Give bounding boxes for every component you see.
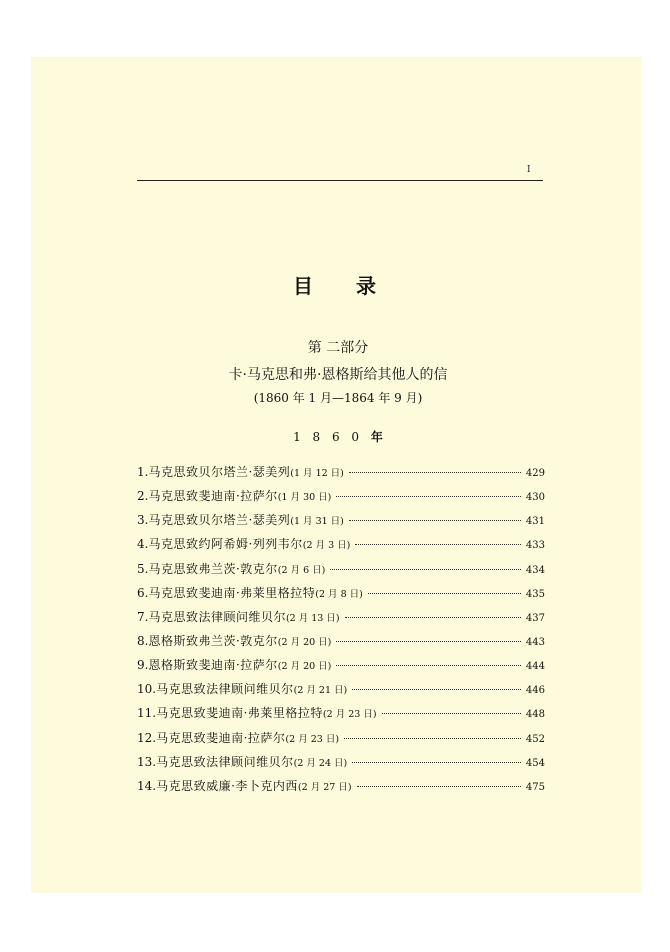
toc-entry-page: 431 xyxy=(525,516,545,528)
dot-leader xyxy=(344,738,521,739)
toc-entry-title: 马克思致法律顾问维贝尔 xyxy=(156,754,294,769)
toc-entry-page: 454 xyxy=(525,757,545,769)
dot-leader xyxy=(336,665,521,666)
toc-entry-date: (2 月 27 日) xyxy=(297,781,352,793)
section-subtitle: 卡·马克思和弗·恩格斯给其他人的信 xyxy=(228,367,448,383)
toc-entry-page: 434 xyxy=(525,564,545,576)
table-of-contents xyxy=(137,460,545,798)
dot-leader xyxy=(345,617,521,618)
toc-entry[interactable] xyxy=(137,701,545,725)
toc-entry-date: (2 月 23 日) xyxy=(285,733,340,745)
part-heading: 第 二部分 xyxy=(307,340,369,356)
toc-entry[interactable] xyxy=(137,460,545,484)
year-heading xyxy=(0,428,670,445)
toc-entry-page: 452 xyxy=(525,733,545,745)
toc-entry-title: 马克思致斐迪南·弗莱里格拉特 xyxy=(148,585,316,600)
toc-entry-date: (2 月 21 日) xyxy=(293,685,348,697)
toc-entry-number: 13. xyxy=(137,754,157,769)
toc-entry-title: 恩格斯致弗兰茨·敦克尔 xyxy=(148,633,278,648)
toc-entry-date: (2 月 3 日) xyxy=(302,540,351,552)
toc-entry-number: 2. xyxy=(137,489,149,504)
toc-entry-page: 435 xyxy=(525,588,545,600)
toc-entry-page: 443 xyxy=(525,636,545,648)
toc-entry-title: 马克思致贝尔塔兰·瑟美列 xyxy=(148,513,291,528)
dot-leader xyxy=(336,496,521,497)
dot-leader xyxy=(330,569,521,570)
toc-entry-title: 马克思致威廉·李卜克内西 xyxy=(156,778,298,793)
toc-entry-number: 4. xyxy=(137,537,149,552)
toc-entry-number: 5. xyxy=(137,561,149,576)
toc-entry-date: (2 月 13 日) xyxy=(285,612,340,624)
toc-entry[interactable] xyxy=(137,774,545,798)
toc-entry-number: 12. xyxy=(137,730,157,745)
toc-entry-number: 10. xyxy=(137,682,157,697)
toc-entry-date: (1 月 31 日) xyxy=(290,516,344,528)
toc-entry-title: 马克思致斐迪南·拉萨尔 xyxy=(148,489,278,504)
toc-entry[interactable] xyxy=(137,581,545,605)
toc-entry-page: 444 xyxy=(525,661,545,673)
toc-entry-title: 马克思致贝尔塔兰·瑟美列 xyxy=(148,465,291,479)
dot-leader xyxy=(349,472,521,473)
toc-entry-page: 437 xyxy=(525,612,545,624)
page-number: I xyxy=(527,165,531,175)
toc-entry-date: (2 月 20 日) xyxy=(277,636,332,648)
toc-entry-title: 马克思致斐迪南·拉萨尔 xyxy=(156,730,286,745)
dot-leader xyxy=(382,713,521,714)
dot-leader xyxy=(349,520,521,521)
page-title: 目 录 xyxy=(293,274,377,298)
toc-entry-date: (2 月 6 日) xyxy=(277,564,326,576)
toc-entry[interactable] xyxy=(137,750,545,774)
toc-entry-number: 3. xyxy=(137,513,149,528)
toc-entry[interactable] xyxy=(137,629,545,653)
toc-entry[interactable] xyxy=(137,653,545,677)
toc-entry-number: 9. xyxy=(137,658,149,673)
toc-entry-date: (1 月 30 日) xyxy=(277,492,332,504)
toc-entry-page: 446 xyxy=(525,685,545,697)
dot-leader xyxy=(355,544,521,545)
toc-entry-date: (2 月 23 日) xyxy=(322,709,377,721)
toc-entry[interactable] xyxy=(137,605,545,629)
dot-leader xyxy=(352,762,521,763)
toc-entry-title: 马克思致约阿希姆·列列韦尔 xyxy=(148,537,303,552)
toc-entry-title: 马克思致弗兰茨·敦克尔 xyxy=(148,561,278,576)
toc-entry-title: 马克思致斐迪南·弗莱里格拉特 xyxy=(156,706,323,721)
toc-entry-number: 14. xyxy=(137,778,157,793)
date-range: (1860 年 1 月—1864 年 9 月) xyxy=(253,391,423,405)
toc-entry-title: 马克思致法律顾问维贝尔 xyxy=(148,609,286,624)
toc-entry[interactable] xyxy=(137,532,545,556)
toc-entry-page: 430 xyxy=(525,492,545,504)
toc-entry-number: 8. xyxy=(137,633,149,648)
year-number: 1 8 6 0 xyxy=(293,430,364,444)
toc-entry-title: 恩格斯致斐迪南·拉萨尔 xyxy=(148,658,278,673)
dot-leader xyxy=(352,689,521,690)
toc-entry-number: 1. xyxy=(137,465,149,479)
toc-entry[interactable] xyxy=(137,484,545,508)
dot-leader xyxy=(336,641,521,642)
dot-leader xyxy=(357,786,521,787)
toc-entry-page: 448 xyxy=(525,709,545,721)
toc-entry-number: 6. xyxy=(137,585,149,600)
toc-entry-date: (1 月 12 日) xyxy=(290,468,344,479)
toc-entry-number: 11. xyxy=(137,706,157,721)
toc-entry-date: (2 月 24 日) xyxy=(293,757,348,769)
toc-entry[interactable] xyxy=(137,726,545,750)
toc-entry-page: 433 xyxy=(525,540,545,552)
year-suffix: 年 xyxy=(370,430,383,444)
toc-entry-page: 429 xyxy=(525,468,545,479)
toc-entry-page: 475 xyxy=(525,781,545,793)
dot-leader xyxy=(368,593,521,594)
toc-entry-date: (2 月 20 日) xyxy=(277,661,332,673)
toc-entry[interactable] xyxy=(137,677,545,701)
toc-entry-number: 7. xyxy=(137,609,149,624)
toc-entry[interactable] xyxy=(137,508,545,532)
toc-entry-title: 马克思致法律顾问维贝尔 xyxy=(156,682,294,697)
header-rule xyxy=(137,180,543,181)
toc-entry-date: (2 月 8 日) xyxy=(315,588,363,600)
toc-entry[interactable] xyxy=(137,557,545,581)
